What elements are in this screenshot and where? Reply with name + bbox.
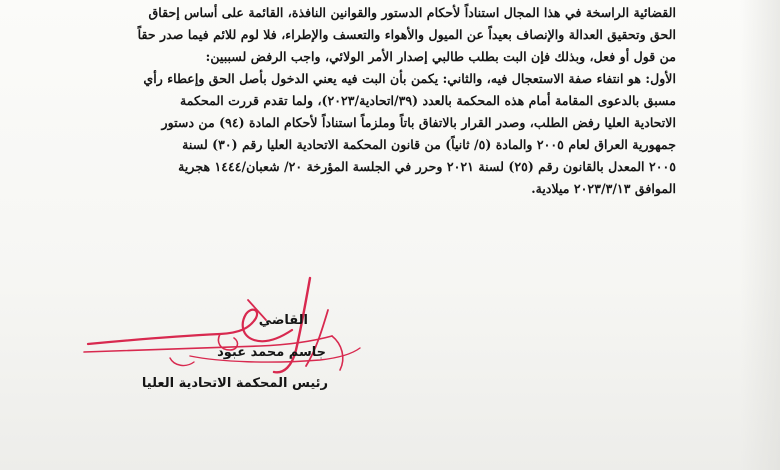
- text-line-8: ٢٠٠٥ المعدل بالقانون رقم (٢٥) لسنة ٢٠٢١ وحرر في الجلسة المؤرخة ٢٠/ شعبان/١٤٤٤ هجرية: [178, 159, 676, 174]
- text-line-4: الأول: هو انتفاء صفة الاستعجال فيه، والثاني: يكمن بأن البت فيه يعني الدخول بأصل الحق وإعطاء رأي: [143, 71, 676, 86]
- judge-title: القاضي: [258, 313, 308, 328]
- judge-name: جاسم محمد عبود: [217, 345, 326, 360]
- judgment-text: [72, 2, 676, 200]
- text-line-1: القضائية الراسخة في هذا المجال استناداً لأحكام الدستور والقوانين النافذة، القائمة على أساس إحقاق: [148, 5, 676, 20]
- text-line-2: الحق وتحقيق العدالة والإنصاف بعيداً عن الميول والأهواء والتعسف والإطراء، فلا لوم للائم فيما صدر حقاً: [137, 27, 676, 42]
- text-line-7: جمهورية العراق لعام ٢٠٠٥ والمادة (٥/ ثانياً) من قانون المحكمة الاتحادية العليا رقم (٣٠) لسنة: [182, 137, 676, 152]
- judge-position: رئيس المحكمة الاتحادية العليا: [141, 376, 328, 391]
- text-line-5: مسبق بالدعوى المقامة أمام هذه المحكمة بالعدد (٣٩/اتحادية/٢٠٢٣)، ولما تقدم قررت المحكمة: [179, 93, 676, 108]
- text-line-6: الاتحادية العليا رفض الطلب، وصدر القرار بالاتفاق باتاً وملزماً استناداً لأحكام المادة (٩٤) من دستور: [161, 115, 676, 130]
- text-line-9: الموافق ٢٠٢٣/٣/١٣ ميلادية.: [531, 181, 676, 196]
- text-line-3: من قول أو فعل، وبذلك فإن البت بطلب طالبي إصدار الأمر الولائي، واجب الرفض لسببين:: [205, 49, 676, 64]
- page-edge-shadow: [740, 0, 780, 470]
